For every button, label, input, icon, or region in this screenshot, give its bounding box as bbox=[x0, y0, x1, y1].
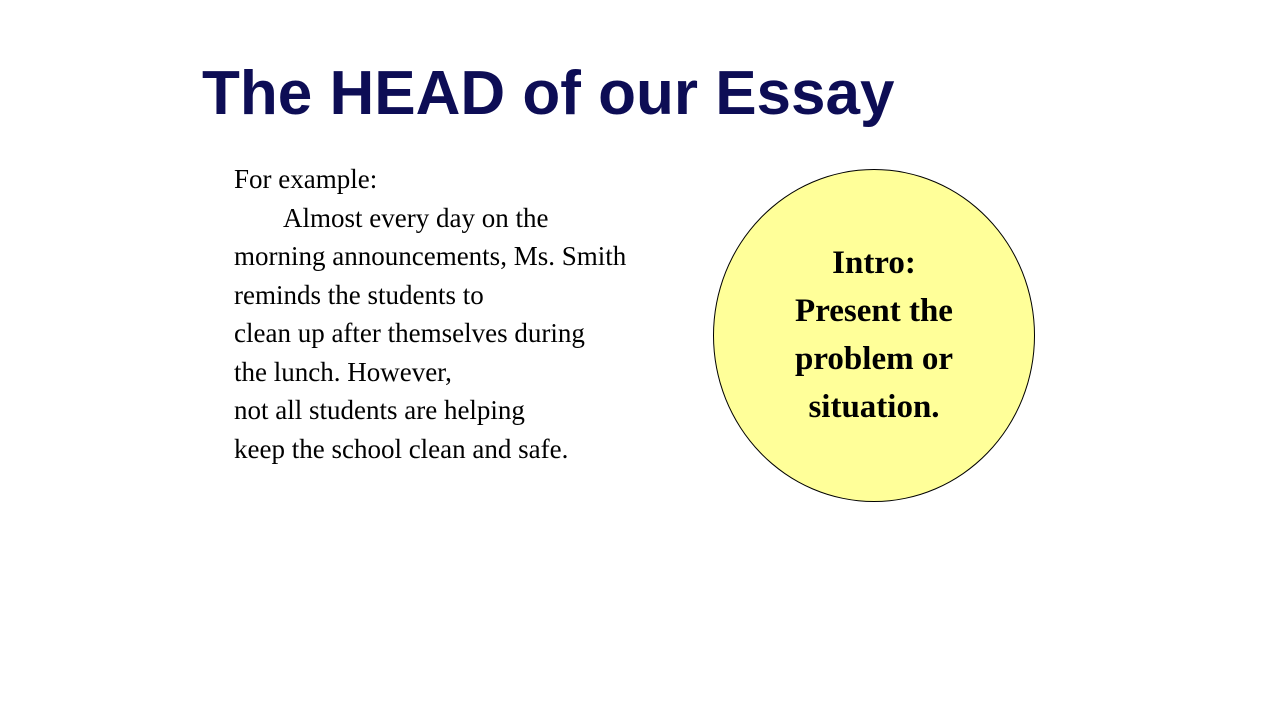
example-line: clean up after themselves during bbox=[234, 318, 585, 348]
example-line: reminds the students to bbox=[234, 279, 484, 310]
example-line: not all students are helping bbox=[234, 395, 525, 425]
example-line: keep the school clean and safe. bbox=[234, 433, 569, 464]
intro-circle-text bbox=[713, 239, 1035, 431]
slide-title: The HEAD of our Essay bbox=[202, 59, 895, 128]
example-line: the lunch. However, bbox=[234, 356, 452, 387]
example-text-block bbox=[234, 160, 714, 468]
intro-description-line: Present the bbox=[795, 293, 953, 329]
intro-label: Intro: bbox=[832, 245, 916, 281]
intro-description-line: problem or bbox=[795, 341, 953, 377]
example-heading: For example: bbox=[234, 164, 378, 194]
example-line: morning announcements, Ms. Smith bbox=[234, 241, 627, 271]
example-line: Almost every day on the bbox=[283, 202, 549, 233]
intro-description-line: situation. bbox=[808, 389, 940, 425]
